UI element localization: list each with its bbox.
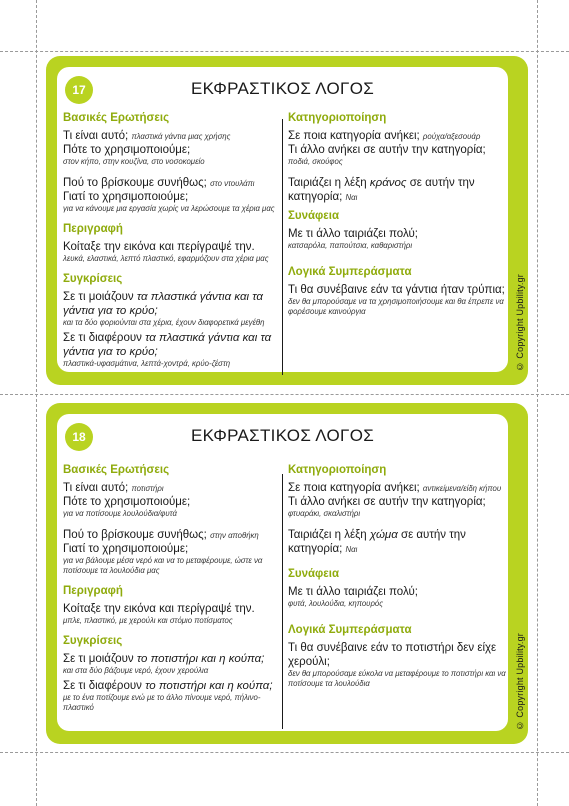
answer: Ναι (345, 193, 358, 202)
section-heading-category: Κατηγοριοποίηση (288, 112, 387, 124)
section-heading-basic: Βασικές Ερωτήσεις (63, 464, 170, 476)
question: Σε τι διαφέρουν το ποτιστήρι και η κούπα; (63, 680, 273, 692)
answer: δεν θα μπορούσαμε να τα χρησιμοποιήσουμε και θα έπρεπε να φορέσουμε καινούργια (288, 297, 504, 316)
question: Σε τι διαφέρουν τα πλαστικά γάντια και τα γάντια για το κρύο; (63, 332, 272, 358)
question: Κοίταξε την εικόνα και περίγραψέ την. (63, 603, 255, 615)
section-heading-category: Κατηγοριοποίηση (288, 464, 387, 476)
card-17-content (57, 67, 508, 372)
question: Τι άλλο ανήκει σε αυτήν την κατηγορία; (288, 496, 486, 508)
right-column (288, 112, 506, 320)
answer: ποδιά, σκούφος (288, 157, 343, 166)
card-17 (46, 56, 528, 385)
question: Με τι άλλο ταιριάζει πολύ; (288, 586, 418, 598)
question: Τι είναι αυτό; ποτιστήρι (63, 482, 164, 494)
column-divider (282, 474, 283, 729)
cut-line-left (36, 0, 37, 806)
question: Σε ποια κατηγορία ανήκει; ρούχα/αξεσουάρ (288, 130, 481, 142)
section-heading-relation: Συνάφεια (288, 568, 340, 580)
question: Γιατί το χρησιμοποιούμε; (63, 543, 189, 555)
column-divider (282, 119, 283, 375)
card-number-badge: 18 (65, 423, 93, 451)
answer: αντικείμενα/είδη κήπου (422, 484, 502, 493)
question: Τι θα συνέβαινε εάν το ποτιστήρι δεν είχε χερούλι; (288, 642, 497, 668)
answer: με το ένα ποτίζουμε ενώ με το άλλο πίνουμε νερό, πήλινο-πλαστικό (63, 693, 261, 712)
section-heading-basic: Βασικές Ερωτήσεις (63, 112, 170, 124)
question: Ταιριάζει η λέξη χώμα σε αυτήν την κατηγορία; Ναι (288, 529, 466, 555)
copyright-text: © Copyright Upbility.gr (515, 273, 525, 371)
section-heading-comparisons: Συγκρίσεις (63, 273, 123, 285)
copyright-text: © Copyright Upbility.gr (515, 632, 525, 730)
answer: και στα δύο βάζουμε νερό, έχουν χερούλια (63, 666, 209, 675)
question: Σε ποια κατηγορία ανήκει; αντικείμενα/είδη κήπου (288, 482, 502, 494)
question: Ταιριάζει η λέξη κράνος σε αυτήν την κατηγορία; Ναι (288, 177, 475, 203)
answer: και τα δύο φοριούνται στα χέρια, έχουν διαφορετικά μεγέθη (63, 318, 265, 327)
answer: δεν θα μπορούσαμε εύκολα να μεταφέρουμε το ποτιστήρι και να ποτίσουμε τα λουλούδια (288, 669, 506, 688)
cut-line-top (0, 51, 569, 52)
answer: κατσαρόλα, παπούτσια, καθαριστήρι (288, 241, 413, 250)
answer: για να βάλουμε μέσα νερό και να το μεταφέρουμε, ώστε να ποτίσουμε τα λουλούδια μας (63, 556, 263, 575)
card-18-content (57, 414, 508, 731)
answer: πλαστικά-υφασμάτινα, λεπτά-χοντρά, κρύο-ζέστη (63, 359, 231, 368)
section-heading-relation: Συνάφεια (288, 210, 340, 222)
question: Γιατί το χρησιμοποιούμε; (63, 191, 189, 203)
section-heading-comparisons: Συγκρίσεις (63, 635, 123, 647)
cut-line-bottom (0, 752, 569, 753)
question: Με τι άλλο ταιριάζει πολύ; (288, 228, 418, 240)
question: Σε τι μοιάζουν τα πλαστικά γάντια και τα γάντια για το κρύο; (63, 291, 263, 317)
question: Πού το βρίσκουμε συνήθως; στο ντουλάπι (63, 177, 255, 189)
answer: στο ντουλάπι (210, 179, 255, 188)
answer: φτυαράκι, σκαλιστήρι (288, 509, 361, 518)
answer: για να ποτίσουμε λουλούδια/φυτά (63, 509, 177, 518)
question: Τι άλλο ανήκει σε αυτήν την κατηγορία; (288, 144, 486, 156)
answer: μπλε, πλαστικό, με χερούλι και στόμιο ποτίσματος (63, 616, 233, 625)
answer: στην αποθήκη (210, 531, 259, 540)
answer: ρούχα/αξεσουάρ (422, 132, 481, 141)
question: Σε τι μοιάζουν το ποτιστήρι και η κούπα; (63, 653, 265, 665)
question: Τι θα συνέβαινε εάν τα γάντια ήταν τρύπια; (288, 284, 505, 296)
cut-line-right (537, 0, 538, 806)
card-18 (46, 403, 528, 744)
left-column (63, 112, 275, 372)
question: Τι είναι αυτό; πλαστικά γάντια μιας χρήσης (63, 130, 231, 142)
answer: λευκά, ελαστικά, λεπτό πλαστικό, εφαρμόζουν στα χέρια μας (63, 254, 269, 263)
section-heading-inference: Λογικά Συμπεράσματα (288, 624, 412, 636)
card-title: ΕΚΦΡΑΣΤΙΚΟΣ ΛΟΓΟΣ (190, 426, 375, 445)
answer: στον κήπο, στην κουζίνα, στο νοσοκομείο (63, 157, 205, 166)
answer: Ναι (345, 545, 358, 554)
answer: για να κάνουμε μια εργασία χωρίς να λερώσουμε τα χέρια μας (63, 204, 275, 213)
right-column (288, 464, 506, 692)
card-title: ΕΚΦΡΑΣΤΙΚΟΣ ΛΟΓΟΣ (190, 79, 375, 98)
section-heading-description: Περιγραφή (63, 585, 123, 597)
answer: φυτά, λουλούδια, κηπουρός (288, 599, 384, 608)
section-heading-description: Περιγραφή (63, 223, 123, 235)
question: Κοίταξε την εικόνα και περίγραψέ την. (63, 241, 255, 253)
left-column (63, 464, 275, 716)
question: Πότε το χρησιμοποιούμε; (63, 144, 191, 156)
question: Πότε το χρησιμοποιούμε; (63, 496, 191, 508)
card-number-badge: 17 (65, 76, 93, 104)
question: Πού το βρίσκουμε συνήθως; στην αποθήκη (63, 529, 259, 541)
answer: ποτιστήρι (131, 484, 164, 493)
section-heading-inference: Λογικά Συμπεράσματα (288, 266, 412, 278)
cut-line-middle (0, 394, 569, 395)
answer: πλαστικά γάντια μιας χρήσης (131, 132, 231, 141)
